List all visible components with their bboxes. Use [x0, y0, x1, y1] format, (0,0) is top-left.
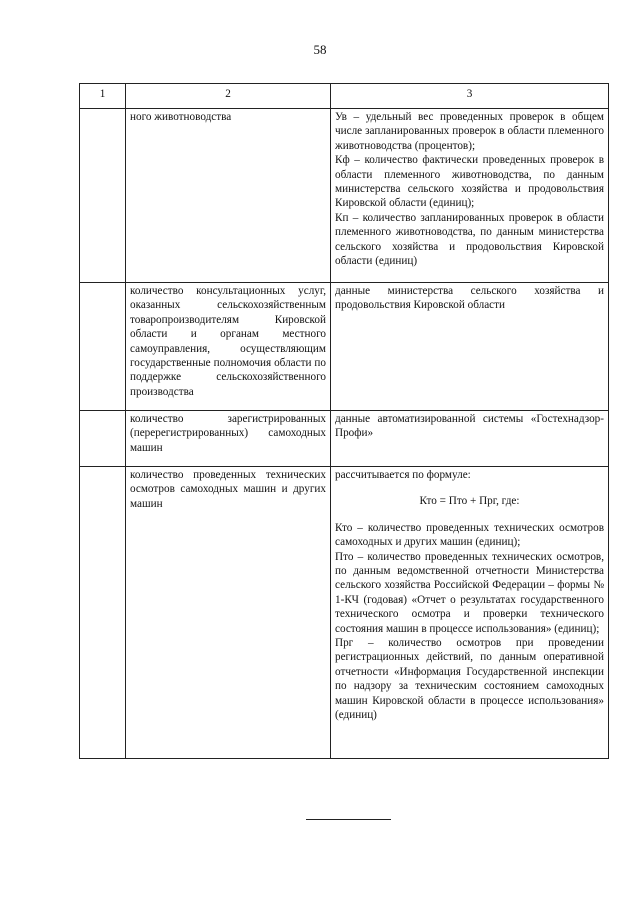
definition-kf: Кф – количество фактически проведенных проверок в области племенного животноводства, по данным министерства сельского хозяйства и продовольствия Кировской области (единиц); [335, 154, 604, 210]
formula: Кто = Пто + Прг, где: [419, 495, 520, 508]
definition-kto: Кто – количество проведенных технических осмотров самоходных и других машин (единиц); [335, 521, 604, 549]
header-col-1: 1 [80, 84, 126, 109]
page-number: 58 [313, 42, 327, 57]
row3-col2: количество зарегистрированных (перерегистрированных) самоходных машин [126, 411, 331, 467]
table-row [80, 467, 609, 759]
row4-col1 [80, 467, 126, 759]
formula-intro: рассчитывается по формуле: [335, 469, 471, 481]
definition-prg: Прг – количество осмотров при проведении регистрационных действий, по данным оперативной отчетности «Информация Государственной инспекции по надзору за техническим состоянием самоходных машин Кировской области в процессе использования» (единиц) [335, 637, 604, 722]
row3-col1 [80, 411, 126, 467]
definition-pto: Пто – количество проведенных технических осмотров, по данным ведомственной отчетности Министерства сельского хозяйства Российской Федерации – формы № 1-КЧ (годовая) «Отчет о результатах государственного технического осмотра и проверки технического состояния машин в процессе использования» (единиц); [335, 550, 604, 635]
table-row [80, 283, 609, 411]
header-col-2: 2 [126, 84, 331, 109]
row2-col2: количество консультационных услуг, оказанных сельскохозяйственным товаропроизводителям Кировской области и органам местного самоуправления, осуществляющим государственные полномочия области по поддержке сельскохозяйственного производства [126, 283, 331, 411]
row3-col3 [331, 411, 609, 467]
row1-col3 [331, 109, 609, 283]
row2-col3 [331, 283, 609, 411]
row4-col2: количество проведенных технических осмотров самоходных машин и других машин [126, 467, 331, 759]
table-row [80, 411, 609, 467]
definition-uv: Ув – удельный вес проведенных проверок в общем числе запланированных проверок в области племенного животноводства (процентов); [335, 111, 604, 152]
row4-col3 [331, 467, 609, 759]
table-header-row [80, 84, 609, 109]
table-row [80, 109, 609, 283]
footer-rule [306, 819, 391, 820]
header-col-3: 3 [331, 84, 609, 109]
row1-col1 [80, 109, 126, 283]
source-note: данные министерства сельского хозяйства и продовольствия Кировской области [335, 285, 604, 312]
source-note: данные автоматизированной системы «Гостехнадзор-Профи» [335, 413, 604, 440]
indicator-table [79, 83, 609, 759]
row2-col1 [80, 283, 126, 411]
definition-kp: Кп – количество запланированных проверок в области племенного животноводства, по данным министерства сельского хозяйства и продовольствия Кировской области (единиц) [335, 211, 604, 268]
row1-col2: ного животноводства [126, 109, 331, 283]
